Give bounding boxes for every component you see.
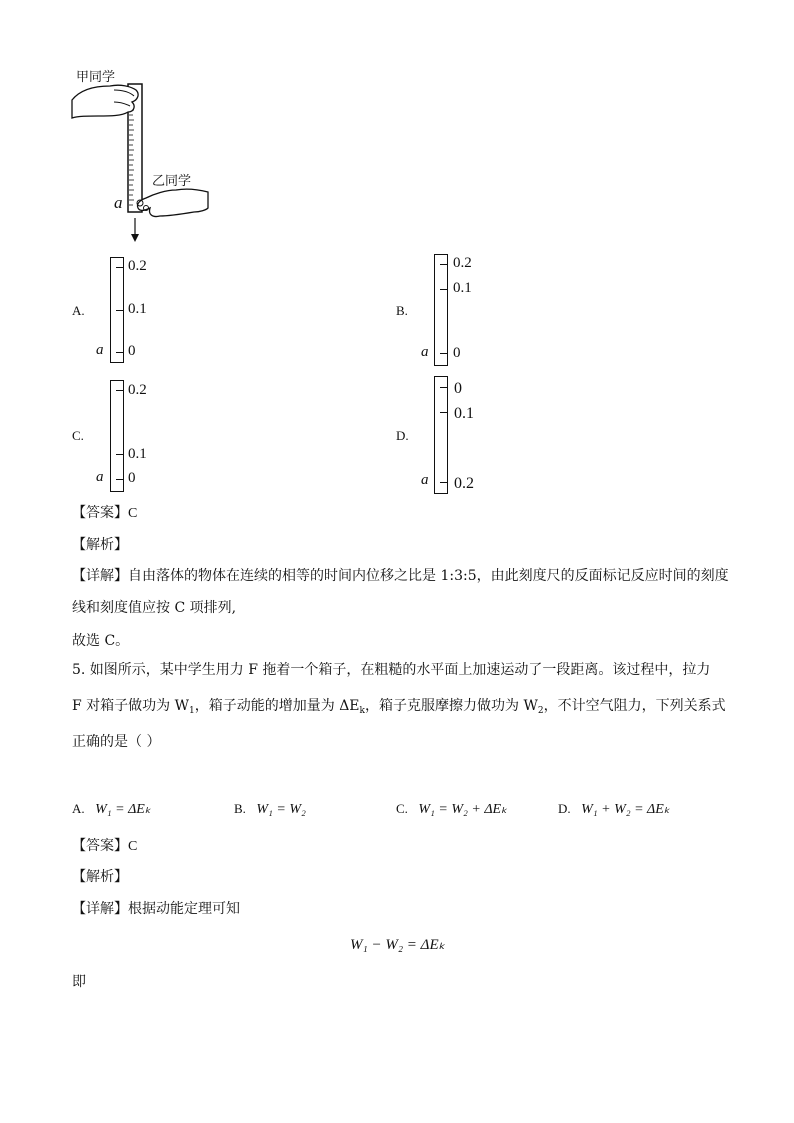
point-a-label: a: [114, 193, 123, 212]
person-a-label: 甲同学: [76, 70, 116, 85]
option-b-point: a: [421, 344, 429, 360]
q4-detail-line1: [72, 566, 729, 586]
q5-stem-line1: 5. 如图所示，某中学生用力 F 拖着一个箱子，在粗糙的水平面上加速运动了一段距离。该过程中，拉力: [72, 662, 711, 678]
option-d-ruler: [434, 376, 448, 494]
option-c-mark-mid: 0.1: [128, 446, 147, 462]
q5-stem-line2: [72, 696, 726, 721]
q5-option-a-letter: A.: [72, 801, 85, 816]
q5-sub-1: 1: [189, 706, 195, 716]
option-b-mark-top: 0.2: [453, 255, 472, 271]
option-a-ruler: [110, 257, 124, 363]
q5-equation: W₁ − W₂ = ΔEₖ: [350, 937, 446, 953]
q5-option-d-expr: W₁ + W₂ = ΔEₖ: [581, 802, 670, 817]
q4-conclusion: 故选 C。: [72, 633, 130, 649]
q5-analysis-tag: 【解析】: [72, 869, 128, 885]
option-d-mark-top: 0: [454, 380, 462, 397]
ruler-figure: [70, 60, 210, 250]
option-a-point: a: [96, 342, 104, 358]
q4-answer-value: C: [128, 506, 138, 521]
q5-option-b-expr: W₁ = W₂: [256, 802, 306, 817]
option-c-letter[interactable]: C.: [72, 428, 84, 443]
option-a-mark-top: 0.2: [128, 258, 147, 274]
q5-answer-tag: 【答案】: [72, 838, 128, 854]
q4-analysis-tag: 【解析】: [72, 537, 128, 553]
q5-line2-part-a: F 对箱子做功为 W: [72, 698, 190, 714]
q5-answer-line: [72, 836, 137, 857]
q5-answer-value: C: [128, 839, 138, 854]
option-c-mark-top: 0.2: [128, 382, 147, 398]
q5-tail: 即: [72, 974, 86, 990]
q5-sub-2: 2: [537, 706, 544, 716]
q5-option-c[interactable]: [396, 799, 507, 820]
q5-line2-part-b: ，箱子动能的增加量为 ΔE: [194, 698, 360, 714]
q5-option-d[interactable]: [558, 799, 670, 820]
option-b-mark-mid: 0.1: [453, 280, 472, 296]
q5-option-a-expr: W₁ = ΔEₖ: [95, 802, 151, 817]
option-d-mark-bottom: 0.2: [454, 475, 474, 492]
option-c-mark-bottom: 0: [128, 470, 136, 486]
q4-detail-tag: 【详解】: [72, 568, 128, 584]
option-a-letter[interactable]: A.: [72, 303, 85, 318]
q5-stem-line3: 正确的是（ ）: [72, 734, 161, 750]
q5-detail-text: 根据动能定理可知: [128, 901, 240, 917]
q4-detail-text1: 自由落体的物体在连续的相等的时间内位移之比是 1:3:5，由此刻度尺的反面标记反应时间的刻度: [128, 568, 729, 584]
option-d-mark-mid: 0.1: [454, 405, 474, 422]
option-a-mark-mid: 0.1: [128, 301, 147, 317]
q5-detail-tag: 【详解】: [72, 901, 128, 917]
q5-line2-part-d: ，不计空气阻力，下列关系式: [543, 698, 726, 714]
person-b-label: 乙同学: [152, 174, 192, 189]
q4-answer-line: [72, 503, 137, 524]
q5-option-d-letter: D.: [558, 801, 571, 816]
option-d-point: a: [421, 472, 429, 488]
q4-detail-line2: 线和刻度值应按 C 项排列,: [72, 600, 237, 616]
q5-option-a[interactable]: [72, 799, 151, 820]
option-a-mark-bottom: 0: [128, 343, 136, 359]
option-c-ruler: [110, 380, 124, 492]
option-d-letter[interactable]: D.: [396, 428, 409, 443]
ruler-hands-drawing: [70, 60, 210, 250]
q4-answer-tag: 【答案】: [72, 505, 128, 521]
q5-option-b-letter: B.: [234, 801, 246, 816]
q5-sub-k: k: [359, 706, 365, 716]
q5-detail-line: [72, 899, 240, 919]
option-b-mark-bottom: 0: [453, 345, 461, 361]
q5-option-b[interactable]: [234, 799, 306, 820]
option-b-ruler: [434, 254, 448, 366]
option-c-point: a: [96, 469, 104, 485]
option-b-letter[interactable]: B.: [396, 303, 408, 318]
q5-option-c-expr: W₁ = W₂ + ΔEₖ: [418, 802, 508, 817]
q5-option-c-letter: C.: [396, 801, 408, 816]
q5-line2-part-c: ，箱子克服摩擦力做功为 W: [365, 698, 538, 714]
